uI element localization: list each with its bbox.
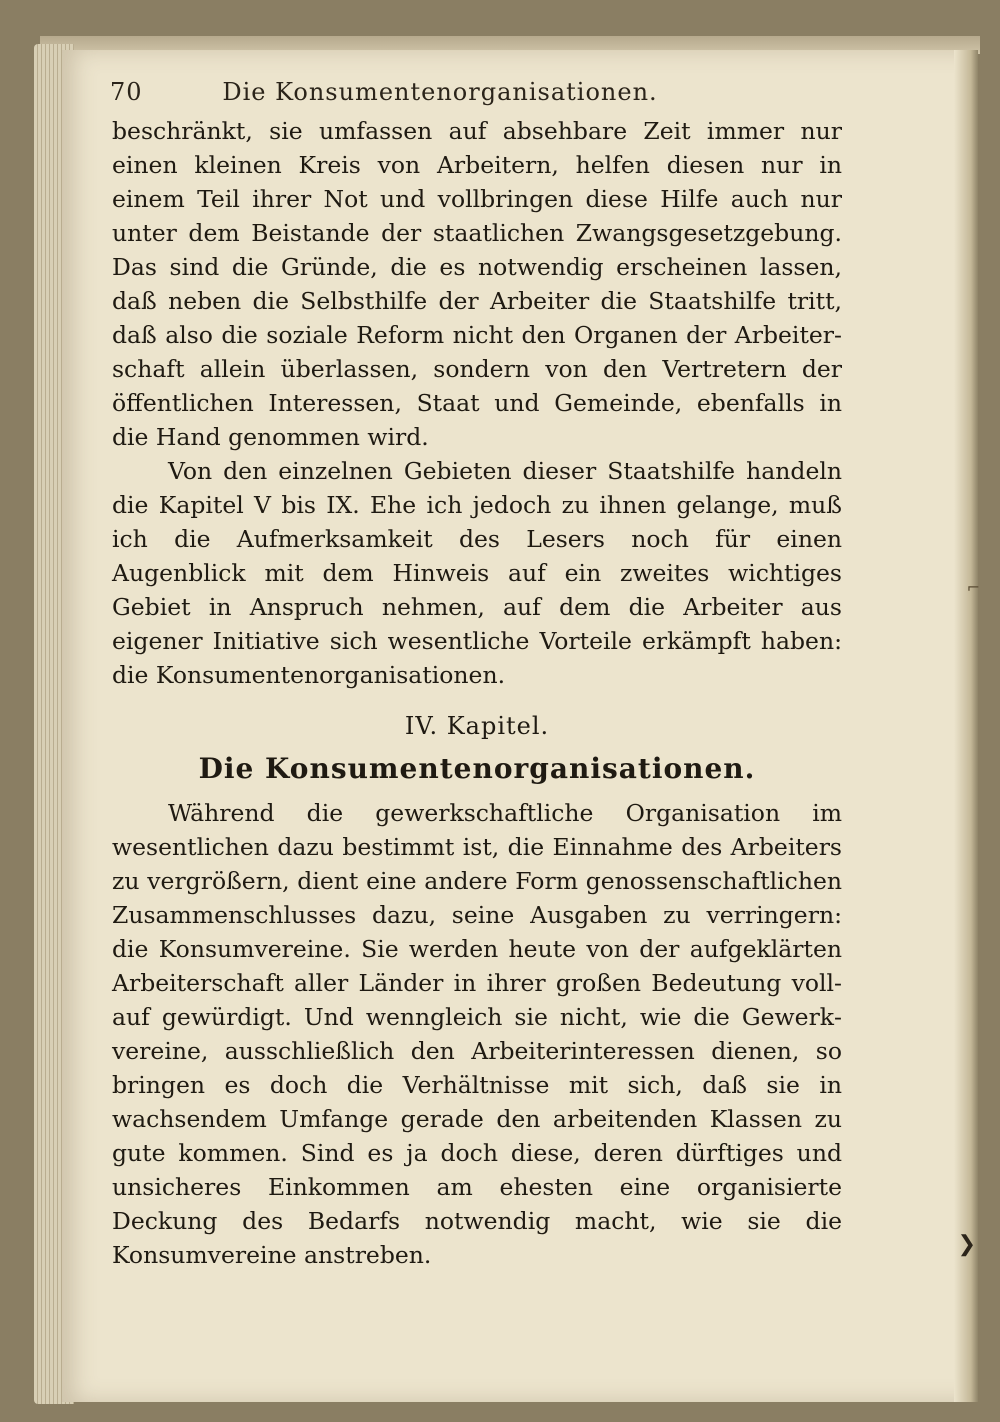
page-body	[112, 114, 842, 1272]
chapter-number: IV. Kapitel.	[404, 712, 550, 740]
margin-mark-icon: ❯	[957, 1232, 976, 1257]
running-title: Die Konsumentenorganisationen.	[222, 78, 658, 106]
margin-mark-icon: ⌐	[966, 578, 980, 597]
paragraph-3: Während die gewerkschaftliche Organisation im wesentlichen dazu bestimmt ist, die Einnahme des Arbeiters zu vergrößern, dient eine andere Form genossenschaftlichen Zusammenschlusses dazu, seine Ausgaben zu verringern: die Konsumvereine. Sie werden heute von der aufgeklärten Arbeiterschaft aller Länder in ihrer großen Bedeutung vollauf gewürdigt. Und wenngleich sie nicht, wie die Gewerkvereine, ausschließlich den Arbeiterinteressen dienen, so bringen es doch die Verhältnisse mit sich, daß sie in wachsendem Umfange gerade den arbeitenden Klassen zu gute kommen. Sind es ja doch diese, deren dürftiges und unsicheres Einkommen am ehesten eine organisierte Deckung des Bedarfs notwendig macht, wie sie die Konsumvereine anstreben.	[112, 799, 842, 1269]
paragraph-1: beschränkt, sie umfassen auf absehbare Zeit immer nur einen kleinen Kreis von Arbeitern, helfen diesen nur in einem Teil ihrer Not und vollbringen diese Hilfe auch nur unter dem Beistande der staatlichen Zwangsgesetzgebung. Das sind die Gründe, die es notwendig erscheinen lassen, daß neben die Selbsthilfe der Arbeiter die Staatshilfe tritt, daß also die soziale Reform nicht den Organen der Arbeiterschaft allein überlassen, sondern von den Vertretern der öffentlichen Interessen, Staat und Gemeinde, ebenfalls in die Hand genommen wird.	[112, 117, 842, 451]
chapter-title: Die Konsumentenorganisationen.	[198, 752, 756, 785]
page-number: 70	[110, 78, 143, 106]
book-spine	[954, 50, 978, 1402]
paragraph-2: Von den einzelnen Gebieten dieser Staatshilfe handeln die Kapitel V bis IX. Ehe ich jedoch zu ihnen gelange, muß ich die Aufmerksamkeit des Lesers noch für einen Augenblick mit dem Hinweis auf ein zweites wichtiges Gebiet in Anspruch nehmen, auf dem die Arbeiter aus eigener Initiative sich wesentliche Vorteile erkämpft haben: die Konsumentenorganisationen.	[112, 457, 842, 689]
page-header	[110, 78, 770, 118]
